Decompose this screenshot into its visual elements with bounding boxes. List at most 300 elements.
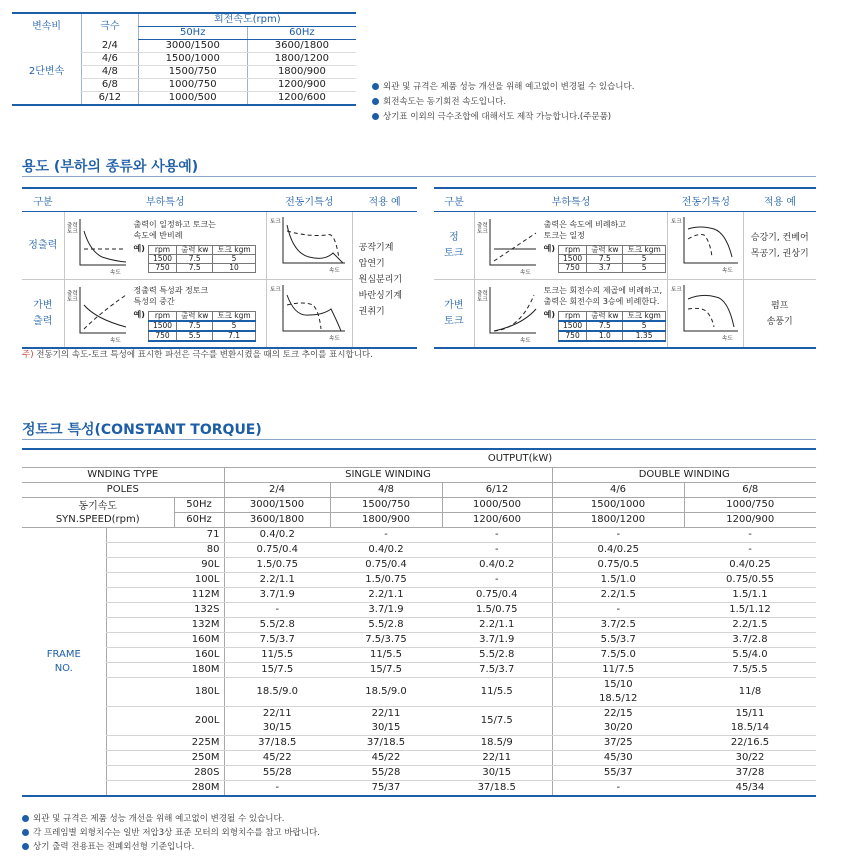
- usage-category-cell: 가변 토크: [434, 280, 474, 349]
- ct-row: [22, 663, 816, 678]
- ct-hz50-label: 50Hz: [174, 498, 224, 513]
- ct-value-cell: 11/5.5: [442, 678, 552, 707]
- example-cell: 7.5: [177, 254, 213, 263]
- graph-axes: [80, 219, 126, 265]
- ct-value-cell: 0.75/0.4: [224, 543, 330, 558]
- example-header-cell: 토크 kgm: [213, 245, 255, 254]
- usage-col-category: 구분: [22, 188, 64, 212]
- usage-row: [434, 212, 816, 280]
- example-header-cell: rpm: [148, 312, 176, 322]
- graph-axis-label: 토크: [476, 296, 488, 303]
- speed-poles-cell: 2/4: [82, 40, 139, 53]
- example-cell: 7.5: [587, 254, 623, 263]
- ct-value-cell: 3.7/2.5: [552, 618, 684, 633]
- ct-value-cell: 7.5/5.0: [552, 648, 684, 663]
- example-row: [148, 254, 255, 263]
- motor-graph-constant-torque: [670, 213, 742, 275]
- ct-value-cell: 0.75/0.5: [552, 558, 684, 573]
- graph-axis-label: 속도: [721, 336, 733, 342]
- ct-pole-header: 6/8: [684, 483, 816, 498]
- graph-axis-label: 토크: [270, 287, 281, 293]
- motor-curve: [688, 295, 734, 327]
- example-cell: 1.0: [587, 331, 623, 341]
- application-item: 압연기: [358, 258, 385, 269]
- ct-frame-cell: 280M: [106, 781, 224, 797]
- usage-row: [22, 212, 417, 280]
- usage-col-example: 적용 예: [352, 188, 417, 212]
- motor-curve: [688, 227, 732, 257]
- example-table: [148, 245, 256, 273]
- example-cell: 3.7: [587, 263, 623, 272]
- ct-value-cell: 7.5/3.7: [442, 663, 552, 678]
- usage-category-cell: 가변 출력: [22, 280, 64, 349]
- load-characteristic-cell: [64, 280, 266, 349]
- speed-poles-cell: 4/6: [82, 53, 139, 66]
- speed-poles-cell: 6/8: [82, 79, 139, 92]
- ct-value-cell: -: [684, 543, 816, 558]
- ct-value-cell: -: [442, 543, 552, 558]
- ct-frame-cell: 132M: [106, 618, 224, 633]
- ct-frame-cell: 225M: [106, 736, 224, 751]
- ct-value-cell: 45/30: [552, 751, 684, 766]
- ct-value-cell: 5.5/2.8: [330, 618, 442, 633]
- ct-value-cell: 5.5/2.8: [442, 648, 552, 663]
- bullet-icon: [372, 98, 379, 105]
- ct-value-cell: 22/16.5: [684, 736, 816, 751]
- ct-title: 정토크 특성(CONSTANT TORQUE): [22, 422, 262, 438]
- ct-row: [22, 633, 816, 648]
- example-cell: 5: [213, 254, 255, 263]
- ct-value-cell: 22/11: [442, 751, 552, 766]
- ct-value-cell: 2.2/1.5: [684, 618, 816, 633]
- graph-axes: [283, 285, 345, 331]
- ct-value-cell: 11/7.5: [552, 663, 684, 678]
- example-row: [559, 263, 666, 272]
- example-header-row: [559, 312, 666, 322]
- example-header-cell: 출력 kw: [587, 312, 623, 322]
- example-row: [559, 321, 666, 331]
- load-characteristic-wrap: [66, 215, 265, 277]
- ct-title-rule: [22, 439, 816, 440]
- ct-notes: [22, 812, 320, 854]
- graph-axes: [80, 287, 126, 333]
- example-cell: 7.5: [177, 321, 213, 331]
- load-graph-constant-output: [66, 215, 130, 277]
- graph-axis-label: 토크: [66, 228, 78, 235]
- load-description: 출력이 일정하고 토크는 속도에 반비례 예) rpm 출력 kw 토크 kgm 1500 7.5 5 750 7.5 10: [130, 219, 256, 273]
- ct-value-cell: 18.5/9.0: [224, 678, 330, 707]
- example-header-row: [148, 312, 255, 322]
- usage-category-cell: 정 토크: [434, 212, 474, 280]
- ct-value-cell: 55/28: [330, 766, 442, 781]
- example-header-cell: 토크 kgm: [213, 312, 255, 322]
- application-item: 송풍기: [766, 316, 793, 327]
- graph-axis-label: 속도: [109, 337, 121, 344]
- ct-value-cell: 7.5/3.75: [330, 633, 442, 648]
- bullet-icon: [22, 815, 29, 822]
- ct-value-cell: 11/8: [684, 678, 816, 707]
- ct-value-cell: -: [330, 528, 442, 543]
- output-curve: [84, 295, 126, 329]
- bullet-icon: [22, 829, 29, 836]
- usage-applications-cell: [744, 212, 816, 280]
- motor-characteristic-cell: [668, 212, 744, 280]
- ct-value-cell: 75/37: [330, 781, 442, 797]
- ct-single-winding-header: SINGLE WINDING: [224, 468, 552, 483]
- ct-row: [22, 648, 816, 663]
- ct-value-cell: 45/22: [330, 751, 442, 766]
- example-cell: 7.5: [587, 321, 623, 331]
- example-row: [559, 254, 666, 263]
- usage-col-category: 구분: [434, 188, 474, 212]
- usage-col-motor: 전동기특성: [668, 188, 744, 212]
- ct-corner: [22, 449, 224, 468]
- ct-value-cell: 0.4/0.2: [442, 558, 552, 573]
- graph-axis-label: 출력: [66, 290, 78, 297]
- example-header-cell: rpm: [148, 245, 176, 254]
- usage-applications-cell: [352, 212, 417, 349]
- example-cell: 7.5: [177, 263, 213, 272]
- motor-characteristic-cell: [668, 280, 744, 349]
- speed-60hz-cell: 3600/1800: [247, 40, 356, 53]
- speed-poles-cell: 4/8: [82, 66, 139, 79]
- load-graph-variable-torque: [476, 283, 540, 345]
- ct-frame-cell: 180M: [106, 663, 224, 678]
- speed-poles-cell: 6/12: [82, 92, 139, 106]
- load-characteristic-cell: [474, 212, 668, 280]
- ct-frame-cell: 80: [106, 543, 224, 558]
- motor-characteristic-cell: [266, 280, 352, 349]
- col-60hz-header: 60Hz: [247, 27, 356, 40]
- ct-row: [22, 588, 816, 603]
- col-speed-header: 회전속도(rpm): [138, 13, 356, 27]
- graph-axis-label: 토크: [476, 228, 488, 235]
- ct-row: [22, 618, 816, 633]
- ct-row: [22, 678, 816, 707]
- ct-value-cell: 3.7/1.9: [330, 603, 442, 618]
- ct-value-cell: 15/11 18.5/14: [684, 707, 816, 736]
- usage-col-load: 부하특성: [64, 188, 266, 212]
- graph-axes: [490, 219, 536, 265]
- load-graph-variable-output: [66, 283, 130, 345]
- speed-60hz-cell: 1800/1200: [247, 53, 356, 66]
- ct-row: [22, 766, 816, 781]
- load-characteristic-wrap: [476, 215, 667, 277]
- graph-axis-label: 속도: [519, 269, 531, 276]
- ct-pole-header: 2/4: [224, 483, 330, 498]
- example-header-cell: 출력 kw: [177, 245, 213, 254]
- ct-frame-cell: 280S: [106, 766, 224, 781]
- ct-value-cell: 37/18.5: [224, 736, 330, 751]
- ct-row: [22, 573, 816, 588]
- bullet-icon: [22, 843, 29, 850]
- bullet-icon: [372, 83, 379, 90]
- ct-value-cell: 11/5.5: [224, 648, 330, 663]
- ct-value-cell: 2.2/1.1: [330, 588, 442, 603]
- ct-value-cell: 0.75/0.4: [330, 558, 442, 573]
- application-item: 펌프: [771, 300, 789, 311]
- example-header-cell: 출력 kw: [587, 245, 623, 254]
- ct-double-winding-header: DOUBLE WINDING: [552, 468, 816, 483]
- ct-value-cell: 45/22: [224, 751, 330, 766]
- example-cell: 1500: [559, 254, 587, 263]
- ct-value-cell: -: [224, 603, 330, 618]
- example-table: [148, 311, 256, 342]
- motor-curve: [688, 308, 714, 327]
- ct-value-cell: 22/15 30/20: [552, 707, 684, 736]
- ct-value-cell: 45/34: [684, 781, 816, 797]
- ct-value-cell: 1.5/1.0: [552, 573, 684, 588]
- ct-poles-label: POLES: [22, 483, 224, 498]
- col-poles-header: 극수: [82, 13, 139, 40]
- example-cell: 5: [623, 321, 665, 331]
- ct-value-cell: 22/11 30/15: [224, 707, 330, 736]
- ct-speed60-cell: 1200/900: [684, 513, 816, 528]
- load-description: 정출력 특성과 정토크 특성의 중간 예) rpm 출력 kw 토크 kgm 1500 7.5 5 750 5.5 7.1: [130, 285, 256, 342]
- ct-frame-cell: 90L: [106, 558, 224, 573]
- ct-row: [22, 751, 816, 766]
- example-header-cell: rpm: [559, 245, 587, 254]
- speed-notes: [372, 80, 672, 125]
- ct-value-cell: -: [442, 573, 552, 588]
- col-ratio-header: 변속비: [12, 13, 82, 40]
- speed-table: [12, 12, 356, 106]
- ct-value-cell: -: [552, 528, 684, 543]
- example-cell: 750: [559, 263, 587, 272]
- graph-axis-label: 속도: [329, 268, 340, 274]
- example-cell: 5: [623, 254, 665, 263]
- ct-value-cell: 55/37: [552, 766, 684, 781]
- speed-row: [12, 40, 356, 53]
- ct-frame-cell: 250M: [106, 751, 224, 766]
- ct-speed50-cell: 1500/750: [330, 498, 442, 513]
- ct-value-cell: 15/7.5: [442, 707, 552, 736]
- ct-value-cell: 18.5/9.0: [330, 678, 442, 707]
- example-wrap: 예) rpm 출력 kw 토크 kgm 1500 7.5 5 750 1.0 1.35: [544, 309, 666, 342]
- speed-50hz-cell: 3000/1500: [138, 40, 247, 53]
- ct-value-cell: -: [224, 781, 330, 797]
- graph-axis-label: 출력: [66, 222, 78, 229]
- ct-row: [22, 528, 816, 543]
- ct-frame-label: FRAME NO.: [22, 528, 106, 797]
- graph-axis-label: 속도: [721, 268, 733, 274]
- speed-50hz-cell: 1500/750: [138, 66, 247, 79]
- ct-value-cell: 3.7/2.8: [684, 633, 816, 648]
- example-wrap: 예) rpm 출력 kw 토크 kgm 1500 7.5 5 750 7.5 10: [134, 243, 256, 273]
- ct-note: 상기 출력 전용표는 전폐외선형 기준입니다.: [22, 840, 320, 854]
- ct-value-cell: 3.7/1.9: [442, 633, 552, 648]
- output-curve: [494, 295, 534, 331]
- ct-value-cell: 5.5/2.8: [224, 618, 330, 633]
- ct-value-cell: 0.4/0.25: [684, 558, 816, 573]
- ct-pole-header: 4/8: [330, 483, 442, 498]
- usage-footnote: 주) 전동기의 속도-토크 특성에 표시한 파선은 극수를 변환시켰을 때의 토크 추이를 표시합니다.: [22, 350, 373, 360]
- speed-note: 외관 및 규격은 제품 성능 개선을 위해 예고없이 변경될 수 있습니다.: [372, 80, 672, 95]
- ct-value-cell: 2.2/1.1: [442, 618, 552, 633]
- ct-value-cell: 37/18.5: [442, 781, 552, 797]
- ct-speed50-cell: 1000/500: [442, 498, 552, 513]
- usage-title: 용도 (부하의 종류와 사용예): [22, 159, 199, 175]
- ct-speed50-cell: 1000/750: [684, 498, 816, 513]
- ct-value-cell: 1.5/1.1: [684, 588, 816, 603]
- ct-value-cell: 0.4/0.25: [552, 543, 684, 558]
- example-header-cell: 토크 kgm: [623, 245, 665, 254]
- graph-axes: [490, 287, 536, 333]
- ct-speed60-cell: 1200/600: [442, 513, 552, 528]
- example-header-row: [559, 245, 666, 254]
- example-row: [148, 321, 255, 331]
- col-50hz-header: 50Hz: [138, 27, 247, 40]
- ct-value-cell: 18.5/9: [442, 736, 552, 751]
- ct-value-cell: 37/18.5: [330, 736, 442, 751]
- ct-frame-cell: 71: [106, 528, 224, 543]
- example-header-row: [148, 245, 255, 254]
- example-cell: 1500: [148, 254, 176, 263]
- graph-axis-label: 속도: [519, 337, 531, 344]
- ct-value-cell: 0.4/0.2: [330, 543, 442, 558]
- speed-50hz-cell: 1500/1000: [138, 53, 247, 66]
- application-item: 권취기: [358, 306, 385, 317]
- ct-speed50-cell: 1500/1000: [552, 498, 684, 513]
- ct-value-cell: 1.5/0.75: [442, 603, 552, 618]
- motor-curve: [287, 225, 343, 263]
- ct-pole-header: 4/6: [552, 483, 684, 498]
- ct-value-cell: -: [442, 528, 552, 543]
- bullet-icon: [372, 113, 379, 120]
- ct-speed50-cell: 3000/1500: [224, 498, 330, 513]
- ct-value-cell: 0.75/0.4: [442, 588, 552, 603]
- graph-axis-label: 토크: [66, 296, 78, 303]
- ct-value-cell: 5.5/3.7: [552, 633, 684, 648]
- ct-hz60-label: 60Hz: [174, 513, 224, 528]
- example-cell: 1.35: [623, 331, 665, 341]
- ct-row: [22, 707, 816, 736]
- ct-speed60-cell: 1800/900: [330, 513, 442, 528]
- graph-axes: [684, 217, 738, 263]
- speed-group-label: 2단변속: [12, 40, 82, 106]
- usage-col-example: 적용 예: [744, 188, 816, 212]
- usage-applications-cell: [744, 280, 816, 349]
- usage-category-cell: 정출력: [22, 212, 64, 280]
- application-item: 원심분리기: [358, 274, 403, 285]
- ct-row: [22, 736, 816, 751]
- ct-value-cell: 11/5.5: [330, 648, 442, 663]
- ct-value-cell: 15/10 18.5/12: [552, 678, 684, 707]
- ct-value-cell: 55/28: [224, 766, 330, 781]
- usage-title-rule: [22, 176, 816, 177]
- application-item: 공작기계: [358, 242, 394, 253]
- usage-col-motor: 전동기특성: [266, 188, 352, 212]
- example-cell: 7.1: [213, 331, 255, 341]
- ct-frame-cell: 112M: [106, 588, 224, 603]
- speed-60hz-cell: 1200/600: [247, 92, 356, 106]
- example-header-cell: rpm: [559, 312, 587, 322]
- load-characteristic-cell: [64, 212, 266, 280]
- ct-value-cell: 7.5/3.7: [224, 633, 330, 648]
- ct-value-cell: 2.2/1.5: [552, 588, 684, 603]
- example-header-cell: 출력 kw: [177, 312, 213, 322]
- application-item: 바란싱기계: [358, 290, 403, 301]
- ct-frame-cell: 160M: [106, 633, 224, 648]
- example-wrap: 예) rpm 출력 kw 토크 kgm 1500 7.5 5 750 5.5 7.1: [134, 309, 256, 342]
- ct-value-cell: 30/22: [684, 751, 816, 766]
- ct-frame-cell: 200L: [106, 707, 224, 736]
- ct-value-cell: 0.75/0.55: [684, 573, 816, 588]
- ct-value-cell: -: [552, 603, 684, 618]
- example-table: [558, 311, 666, 342]
- ct-speed60-cell: 1800/1200: [552, 513, 684, 528]
- example-row: [148, 263, 255, 272]
- example-cell: 5: [213, 321, 255, 331]
- load-graph-constant-torque: [476, 215, 540, 277]
- graph-axis-label: 속도: [329, 336, 340, 342]
- ct-syn-speed-label: 동기속도 SYN.SPEED(rpm): [22, 498, 174, 528]
- ct-note: 각 프레임별 외형치수는 일반 저압3상 표준 모터의 외형치수를 참고 바랍니다.: [22, 826, 320, 840]
- motor-graph-variable-torque: [670, 281, 742, 343]
- example-table: [558, 245, 666, 273]
- load-description: 출력은 속도에 비례하고 토크는 일정 예) rpm 출력 kw 토크 kgm 1500 7.5 5 750 3.7 5: [540, 219, 666, 273]
- load-characteristic-cell: [474, 280, 668, 349]
- constant-torque-table: [22, 448, 816, 797]
- usage-row: [434, 280, 816, 349]
- example-cell: 5.5: [177, 331, 213, 341]
- torque-curve: [84, 305, 126, 327]
- load-characteristic-wrap: [66, 283, 265, 345]
- ct-value-cell: 15/7.5: [330, 663, 442, 678]
- ct-frame-cell: 132S: [106, 603, 224, 618]
- ct-value-cell: 5.5/4.0: [684, 648, 816, 663]
- example-row: [148, 331, 255, 341]
- motor-curve: [287, 303, 321, 329]
- graph-axis-label: 토크: [270, 219, 281, 225]
- ct-row: [22, 558, 816, 573]
- example-cell: 5: [623, 263, 665, 272]
- ct-row: [22, 603, 816, 618]
- ct-note: 외관 및 규격은 제품 성능 개선을 위해 예고없이 변경될 수 있습니다.: [22, 812, 320, 826]
- example-cell: 1500: [559, 321, 587, 331]
- example-cell: 750: [559, 331, 587, 341]
- example-wrap: 예) rpm 출력 kw 토크 kgm 1500 7.5 5 750 3.7 5: [544, 243, 666, 273]
- ct-value-cell: 37/28: [684, 766, 816, 781]
- speed-note: 회전속도는 동기회전 속도입니다.: [372, 95, 672, 110]
- ct-speed60-cell: 3600/1800: [224, 513, 330, 528]
- ct-value-cell: 1.5/0.75: [224, 558, 330, 573]
- example-cell: 750: [148, 263, 176, 272]
- example-cell: 750: [148, 331, 176, 341]
- application-item: 목공기, 권상기: [750, 248, 809, 259]
- speed-note: 상기표 이외의 극수조합에 대해서도 제작 가능합니다.(주문품): [372, 110, 672, 125]
- ct-value-cell: 22/11 30/15: [330, 707, 442, 736]
- ct-value-cell: 2.2/1.1: [224, 573, 330, 588]
- graph-axis-label: 속도: [109, 269, 121, 276]
- ct-winding-type-label: WNDING TYPE: [22, 468, 224, 483]
- ct-frame-cell: 100L: [106, 573, 224, 588]
- ct-value-cell: 1.5/0.75: [330, 573, 442, 588]
- ct-value-cell: 37/25: [552, 736, 684, 751]
- speed-60hz-cell: 1800/900: [247, 66, 356, 79]
- ct-row: [22, 781, 816, 797]
- graph-axis-label: 출력: [476, 222, 488, 229]
- ct-value-cell: 7.5/5.5: [684, 663, 816, 678]
- load-description: 토크는 회전수의 제곱에 비례하고, 출력은 회전수의 3승에 비례한다. 예) rpm 출력 kw 토크 kgm 1500 7.5 5 750 1.0 1.35: [540, 285, 666, 342]
- ct-value-cell: 30/15: [442, 766, 552, 781]
- motor-curve: [688, 235, 712, 258]
- example-row: [559, 331, 666, 341]
- ct-value-cell: -: [684, 528, 816, 543]
- speed-60hz-cell: 1200/900: [247, 79, 356, 92]
- graph-axis-label: 토크: [670, 287, 682, 293]
- output-line: [494, 233, 536, 261]
